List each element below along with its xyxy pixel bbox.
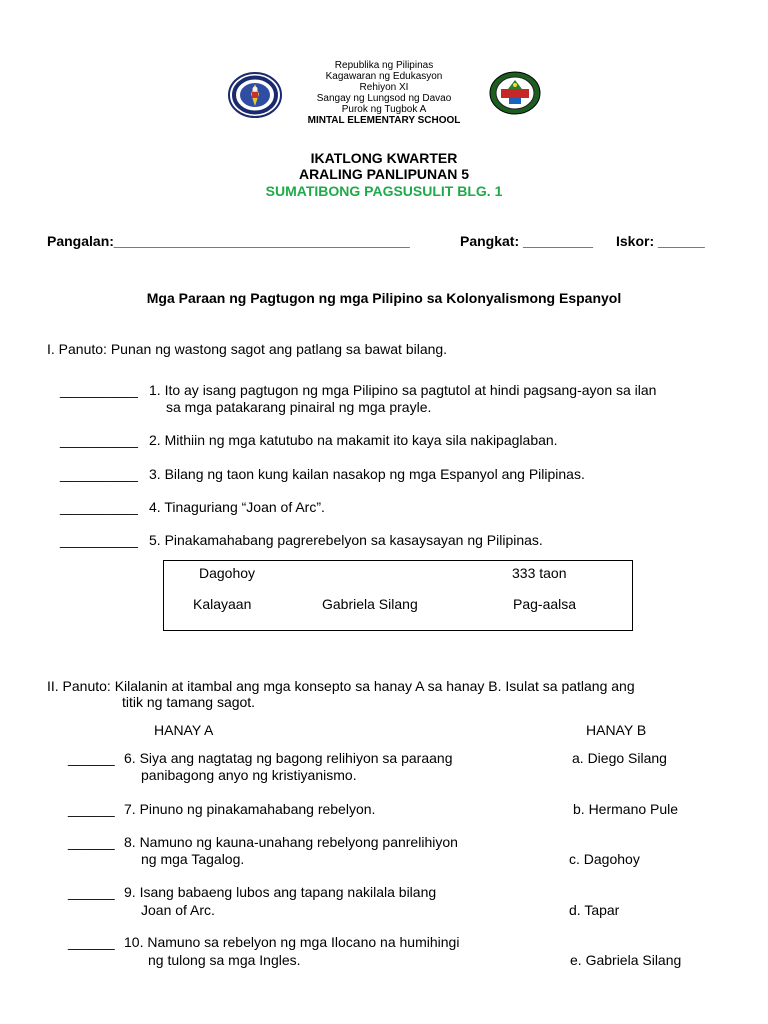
- header-line-4: Sangay ng Lungsod ng Davao: [316, 93, 452, 104]
- subject-title: ARALING PANLIPUNAN 5: [298, 166, 470, 182]
- part2-item-9-line2: Joan of Arc.: [141, 902, 215, 918]
- topic-heading: Mga Paraan ng Pagtugon ng mga Pilipino sa Kolonyalismong Espanyol: [146, 290, 622, 306]
- part2-item-6: 6. Siya ang nagtatag ng bagong relihiyon sa paraang: [124, 750, 453, 766]
- answer-c: c. Dagohoy: [569, 851, 640, 867]
- part2-item-6-line2: panibagong anyo ng kristiyanismo.: [141, 767, 357, 783]
- part1-blank-5[interactable]: __________: [60, 532, 138, 548]
- score-field[interactable]: Iskor: ______: [616, 233, 705, 249]
- part2-instruction: II. Panuto: Kilalanin at itambal ang mga konsepto sa hanay A sa hanay B. Isulat sa patlang ang: [47, 678, 635, 694]
- deped-seal-icon: [228, 72, 282, 118]
- part1-blank-1[interactable]: __________: [60, 382, 138, 398]
- choice-dagohoy: Dagohoy: [199, 565, 256, 581]
- choice-pag-aalsa: Pag-aalsa: [513, 596, 577, 612]
- choice-333-taon: 333 taon: [512, 565, 567, 581]
- part2-item-10-line2: ng tulong sa mga Ingles.: [148, 952, 301, 968]
- school-seal-icon: [489, 71, 541, 115]
- quarter-title: IKATLONG KWARTER: [310, 150, 458, 166]
- choice-kalayaan: Kalayaan: [193, 596, 252, 612]
- header-line-5: Purok ng Tugbok A: [341, 104, 427, 115]
- part1-blank-4[interactable]: __________: [60, 499, 138, 515]
- part1-instruction: I. Panuto: Punan ng wastong sagot ang patlang sa bawat bilang.: [47, 341, 448, 357]
- part2-blank-8[interactable]: ______: [68, 834, 115, 850]
- part2-blank-9[interactable]: ______: [68, 884, 115, 900]
- header-line-2: Kagawaran ng Edukasyon: [325, 71, 443, 82]
- header-line-1: Republika ng Pilipinas: [334, 60, 434, 71]
- answer-d: d. Tapar: [569, 902, 620, 918]
- part2-item-8: 8. Namuno ng kauna-unahang rebelyong panrelihiyon: [124, 834, 458, 850]
- part2-item-8-line2: ng mga Tagalog.: [141, 851, 245, 867]
- column-a-heading: HANAY A: [154, 722, 214, 738]
- answer-a: a. Diego Silang: [572, 750, 667, 766]
- choice-gabriela-silang: Gabriela Silang: [322, 596, 418, 612]
- part1-blank-2[interactable]: __________: [60, 432, 138, 448]
- name-field[interactable]: Pangalan:______________________________________: [47, 233, 410, 249]
- school-name: MINTAL ELEMENTARY SCHOOL: [307, 115, 461, 126]
- part2-blank-7[interactable]: ______: [68, 801, 115, 817]
- column-b-heading: HANAY B: [586, 722, 647, 738]
- answer-e: e. Gabriela Silang: [570, 952, 682, 968]
- part1-item-1: 1. Ito ay isang pagtugon ng mga Pilipino sa pagtutol at hindi pagsang-ayon sa ilan: [149, 382, 657, 398]
- part2-blank-10[interactable]: ______: [68, 934, 115, 950]
- answer-b: b. Hermano Pule: [573, 801, 679, 817]
- part1-item-2: 2. Mithiin ng mga katutubo na makamit ito kaya sila nakipaglaban.: [149, 432, 558, 448]
- part2-blank-6[interactable]: ______: [68, 750, 115, 766]
- section-field[interactable]: Pangkat: _________: [460, 233, 594, 249]
- part1-item-4: 4. Tinaguriang “Joan of Arc”.: [149, 499, 325, 515]
- part1-item-5: 5. Pinakamahabang pagrerebelyon sa kasaysayan ng Pilipinas.: [149, 532, 543, 548]
- part2-item-7: 7. Pinuno ng pinakamahabang rebelyon.: [124, 801, 376, 817]
- part1-item-1-line2: sa mga patakarang pinairal ng mga prayle.: [166, 399, 432, 415]
- test-title: SUMATIBONG PAGSUSULIT BLG. 1: [265, 183, 503, 199]
- part2-item-9: 9. Isang babaeng lubos ang tapang nakilala bilang: [124, 884, 437, 900]
- part2-item-10: 10. Namuno sa rebelyon ng mga Ilocano na humihingi: [124, 934, 460, 950]
- part2-instruction-line2: titik ng tamang sagot.: [122, 694, 256, 710]
- part1-item-3: 3. Bilang ng taon kung kailan nasakop ng mga Espanyol ang Pilipinas.: [149, 466, 585, 482]
- part1-blank-3[interactable]: __________: [60, 466, 138, 482]
- header-line-3: Rehiyon XI: [359, 82, 409, 93]
